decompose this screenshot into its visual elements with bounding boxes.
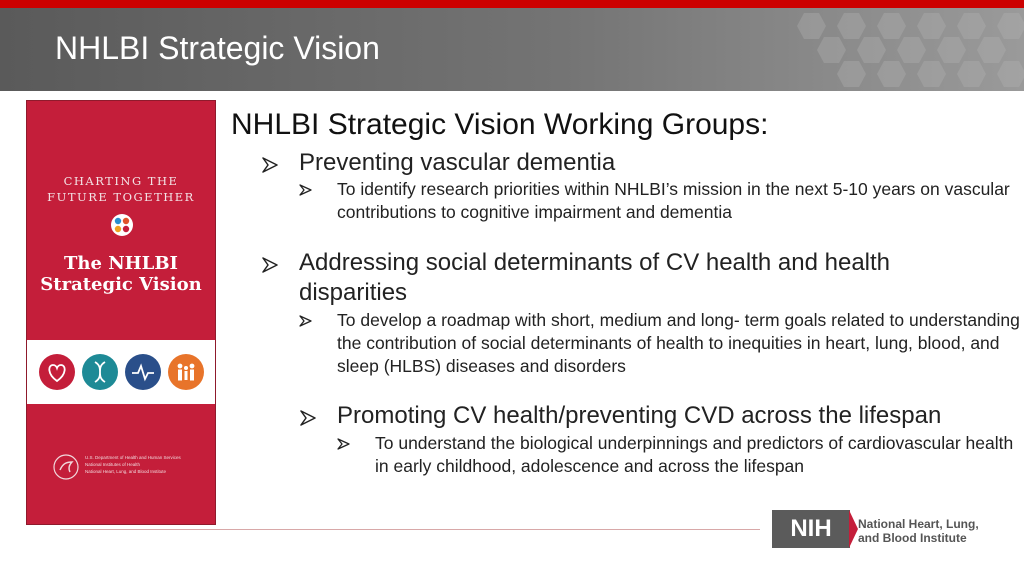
- institute-name: [858, 517, 979, 545]
- cover-title-line2: Strategic Vision: [40, 274, 202, 295]
- working-group-title: Preventing vascular dementia: [299, 149, 616, 176]
- arrow-bullet-icon: [261, 157, 279, 173]
- family-icon: [168, 354, 204, 390]
- cover-title-line1: The NHLBI: [64, 253, 178, 274]
- top-accent-bar: [0, 0, 1024, 8]
- circles-logo-icon: [111, 214, 133, 236]
- working-group-item: [261, 148, 819, 178]
- working-group-title: Addressing social determinants of CV health and health disparities: [299, 249, 891, 306]
- slide-header: [0, 8, 1024, 91]
- working-group-title: Promoting CV health/preventing CVD across the lifespan: [337, 402, 942, 429]
- nih-chevron-icon: [849, 510, 858, 548]
- agency-line3: National Heart, Lung, and Blood Institute: [85, 469, 167, 474]
- agency-line2: National Institutes of Health: [85, 462, 141, 467]
- agency-line1: U.S. Department of Health and Human Services: [85, 455, 181, 460]
- working-group-detail-text: To develop a roadmap with short, medium and long- term goals related to understanding the contribution of social determinants of health to inequities in heart, lung, blood, and sleep (HLBS) diseases and disorders: [337, 310, 1020, 376]
- nih-logo: NIH: [772, 510, 850, 548]
- working-group-detail: [337, 432, 1015, 478]
- working-group-item: [261, 248, 999, 308]
- cover-icon-band: [27, 340, 215, 404]
- arrow-bullet-icon: [261, 257, 279, 273]
- slide-title: NHLBI Strategic Vision: [55, 30, 380, 66]
- cover-tagline: [27, 173, 215, 205]
- heartbeat-icon: [125, 354, 161, 390]
- arrow-bullet-icon: [337, 438, 350, 450]
- working-group-detail: [299, 178, 1024, 224]
- institute-name-line2: and Blood Institute: [858, 531, 967, 545]
- working-group-detail-text: To identify research priorities within NHLBI’s mission in the next 5-10 years on vascular contributions to cognitive impairment and dementia: [337, 179, 1010, 222]
- working-group-detail: [299, 309, 1024, 378]
- working-group-item: [299, 401, 1024, 431]
- arrow-bullet-icon: [299, 184, 312, 196]
- footer-divider: [60, 529, 760, 530]
- cover-tagline-line2: FUTURE TOGETHER: [47, 190, 195, 204]
- institute-name-line1: National Heart, Lung,: [858, 517, 979, 531]
- strategic-vision-cover-image: [26, 100, 216, 525]
- working-groups-heading: NHLBI Strategic Vision Working Groups:: [231, 108, 769, 141]
- hhs-eagle-icon: [53, 454, 79, 480]
- cover-title: [27, 253, 215, 295]
- agency-text: [85, 454, 205, 475]
- heart-icon: [39, 354, 75, 390]
- arrow-bullet-icon: [299, 315, 312, 327]
- hexagon-pattern-icon: [764, 8, 1024, 91]
- arrow-bullet-icon: [299, 410, 317, 426]
- dna-icon: [82, 354, 118, 390]
- cover-tagline-line1: CHARTING THE: [63, 174, 179, 188]
- working-group-detail-text: To understand the biological underpinnings and predictors of cardiovascular health in early childhood, adolescence and across the lifespan: [375, 433, 1014, 476]
